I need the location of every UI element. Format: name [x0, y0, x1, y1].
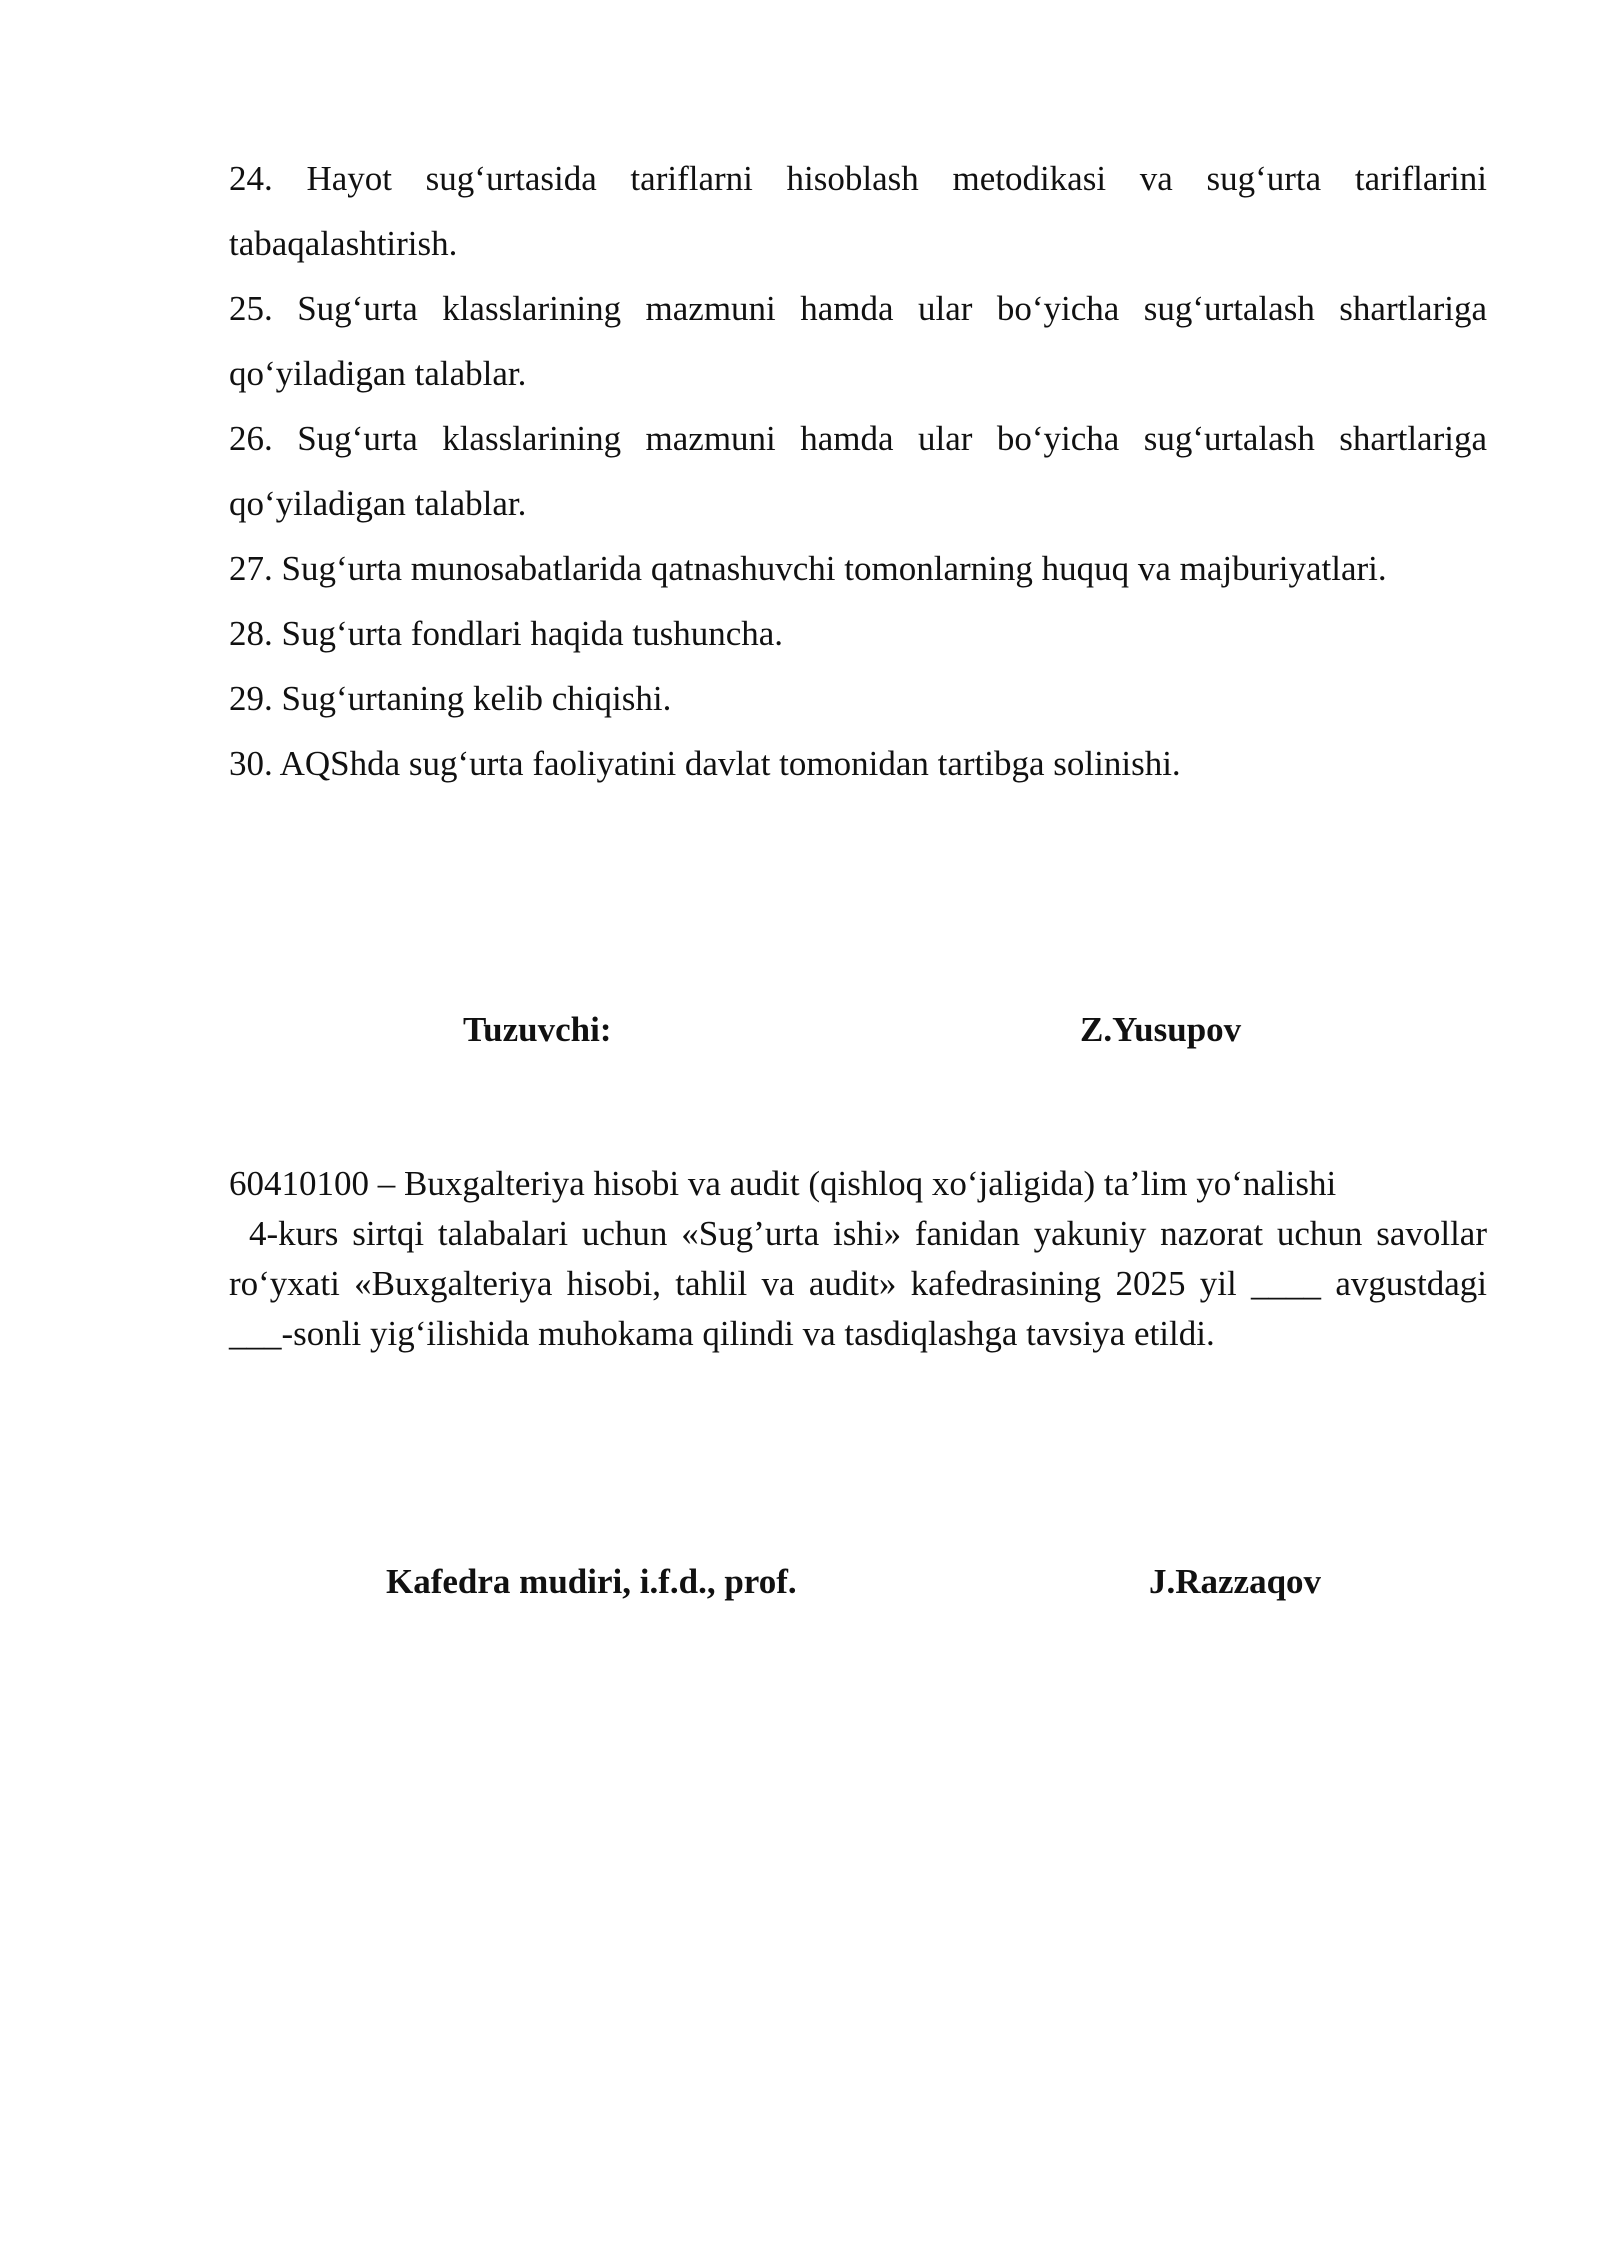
question-number: 25.	[229, 289, 273, 328]
question-item	[229, 536, 1487, 601]
question-item	[229, 276, 1487, 406]
approval-line-body: 4-kurs sirtqi talabalari uchun «Sug’urta ishi» fanidan yakuniy nazorat uchun savollar ro‘yxati «Buxgalteriya hisobi, tahlil va audit» kafedrasining 2025 yil ____ avgustdagi ___-sonli yig‘ilishida muhokama qilindi va tasdiqlashga tavsiya etildi.	[229, 1214, 1487, 1353]
question-number: 28.	[229, 614, 273, 653]
question-number: 30.	[229, 744, 273, 783]
compiler-signature	[0, 1005, 1600, 1055]
approval-line-program: 60410100 – Buxgalteriya hisobi va audit (qishloq xo‘jaligida) ta’lim yo‘nalishi	[229, 1164, 1337, 1203]
question-item	[229, 601, 1487, 666]
question-number: 26.	[229, 419, 273, 458]
question-number: 24.	[229, 159, 273, 198]
question-item	[229, 406, 1487, 536]
question-item	[229, 731, 1487, 796]
compiler-name: Z.Yusupov	[1080, 1010, 1242, 1049]
head-of-department-role: Kafedra mudiri, i.f.d., prof.	[386, 1562, 797, 1601]
question-item	[229, 146, 1487, 276]
question-number: 29.	[229, 679, 273, 718]
approval-paragraph	[229, 1159, 1487, 1359]
question-item	[229, 666, 1487, 731]
question-text: Sug‘urtaning kelib chiqishi.	[281, 679, 672, 718]
question-text: Sug‘urta fondlari haqida tushuncha.	[281, 614, 784, 653]
question-text: Sug‘urta klasslarining mazmuni hamda ular bo‘yicha sug‘urtalash shartlariga qo‘yiladigan talablar.	[229, 419, 1488, 523]
question-text: AQShda sug‘urta faoliyatini davlat tomonidan tartibga solinishi.	[279, 744, 1181, 783]
head-of-department-name: J.Razzaqov	[1149, 1562, 1322, 1601]
head-of-department-signature	[0, 1557, 1600, 1607]
question-text: Sug‘urta klasslarining mazmuni hamda ular bo‘yicha sug‘urtalash shartlariga qo‘yiladigan talablar.	[229, 289, 1488, 393]
question-text: Sug‘urta munosabatlarida qatnashuvchi tomonlarning huquq va majburiyatlari.	[281, 549, 1387, 588]
question-text: Hayot sug‘urtasida tariflarni hisoblash metodikasi va sug‘urta tariflarini tabaqalashtirish.	[229, 159, 1488, 263]
question-list	[229, 146, 1487, 796]
compiler-role: Tuzuvchi:	[463, 1010, 612, 1049]
question-number: 27.	[229, 549, 273, 588]
